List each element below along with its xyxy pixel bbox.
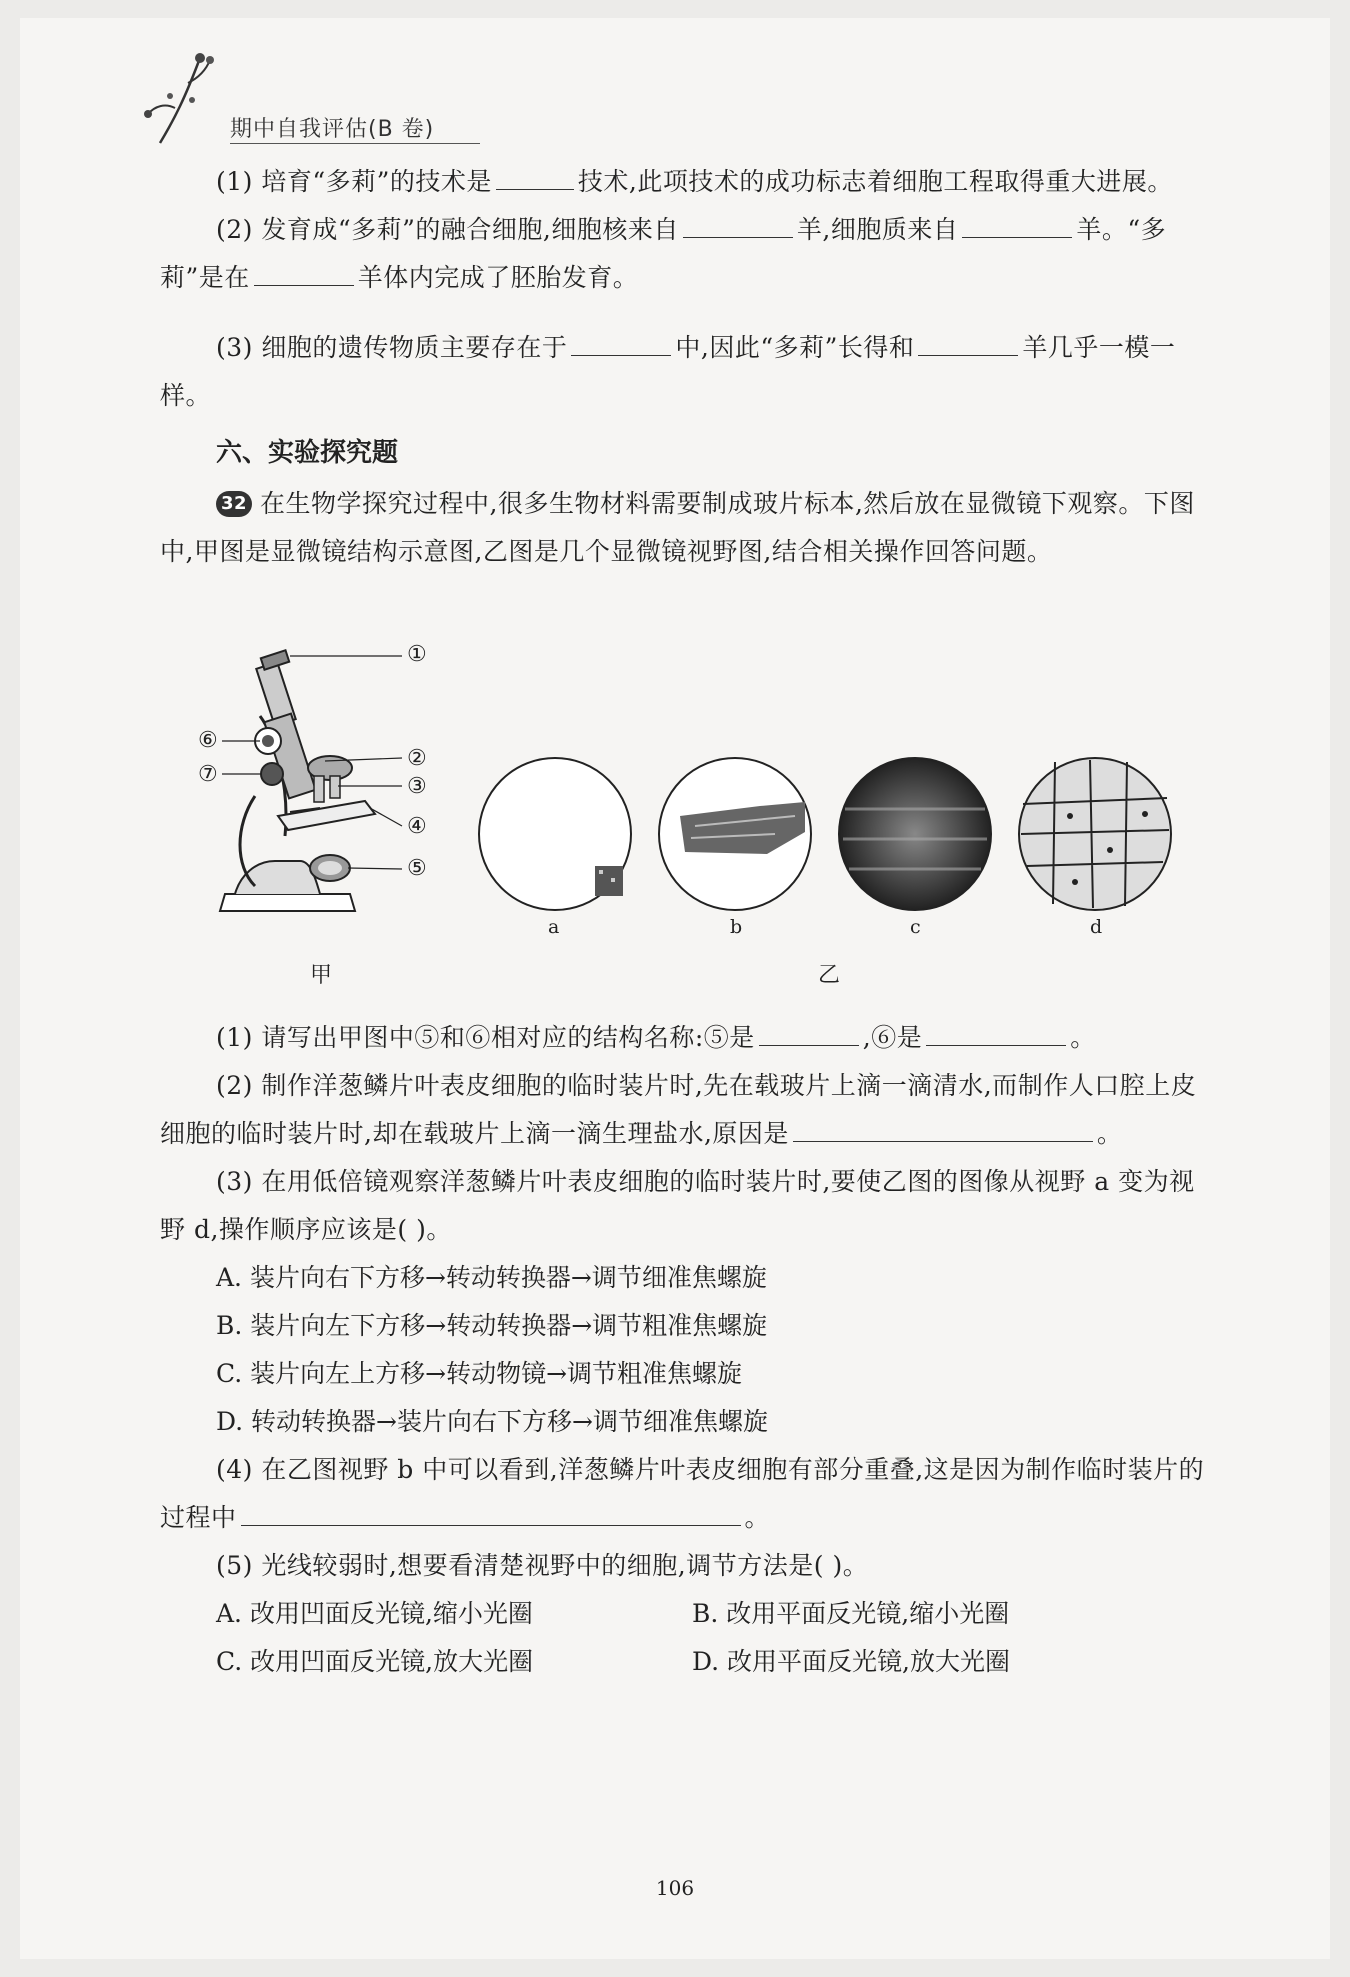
answer-blank[interactable]	[496, 159, 574, 190]
answer-blank[interactable]	[571, 325, 671, 356]
view-b	[655, 754, 815, 914]
intro-q2	[160, 206, 1220, 302]
sub5-option-c[interactable]: C. 改用凹面反光镜,放大光圈	[216, 1647, 534, 1676]
answer-blank[interactable]	[241, 1495, 741, 1526]
marker-3: ③	[407, 774, 427, 799]
intro-q2-text-2: 羊,细胞质来自	[796, 215, 959, 244]
answer-blank[interactable]	[926, 1015, 1066, 1046]
intro-q3-text-1: (3) 细胞的遗传物质主要存在于	[216, 333, 568, 362]
header-title: 期中自我评估(B 卷)	[230, 117, 435, 142]
sub1-text-2: ,⑥是	[862, 1023, 923, 1052]
sub3-option-b[interactable]: B. 装片向左下方移→转动转换器→调节粗准焦螺旋	[216, 1311, 768, 1340]
sub2-text-2: 。	[1096, 1119, 1123, 1148]
answer-blank[interactable]	[683, 207, 793, 238]
sub-question-1	[160, 1014, 1220, 1062]
question-number-badge: 32	[216, 491, 252, 517]
page-header	[140, 48, 540, 148]
question-32-text: 在生物学探究过程中,很多生物材料需要制成玻片标本,然后放在显微镜下观察。下图中,甲图是显微镜结构示意图,乙图是几个显微镜视野图,结合相关操作回答问题。	[160, 489, 1195, 566]
sub-question-5: (5) 光线较弱时,想要看清楚视野中的细胞,调节方法是( )。	[216, 1551, 869, 1580]
answer-blank[interactable]	[918, 325, 1018, 356]
intro-q3-text-2: 中,因此“多莉”长得和	[675, 333, 915, 362]
microscope-figure	[180, 636, 1200, 1006]
marker-2: ②	[407, 746, 427, 771]
intro-q3-text-3: 羊几乎一模一样。	[160, 333, 1176, 410]
view-label-a: a	[548, 916, 560, 938]
header-rule	[230, 143, 480, 144]
marker-4: ④	[407, 814, 427, 839]
sub2-text-1: (2) 制作洋葱鳞片叶表皮细胞的临时装片时,先在载玻片上滴一滴清水,而制作人口腔上皮细胞的临时装片时,却在载玻片上滴一滴生理盐水,原因是	[160, 1071, 1197, 1148]
intro-q1	[160, 158, 1220, 206]
sub-question-3: (3) 在用低倍镜观察洋葱鳞片叶表皮细胞的临时装片时,要使乙图的图像从视野 a 变为视野 d,操作顺序应该是( )。	[160, 1167, 1195, 1244]
intro-q1-text-1: (1) 培育“多莉”的技术是	[216, 167, 492, 196]
marker-1: ①	[407, 642, 427, 667]
view-a	[475, 754, 635, 914]
answer-blank[interactable]	[962, 207, 1072, 238]
marker-6: ⑥	[198, 728, 218, 753]
page	[20, 18, 1330, 1959]
view-label-d: d	[1090, 916, 1103, 938]
view-d	[1015, 754, 1175, 914]
intro-q2-text-3: 羊。“多莉”是在	[160, 215, 1167, 292]
view-label-b: b	[730, 916, 743, 938]
sub3-option-c[interactable]: C. 装片向左上方移→转动物镜→调节粗准焦螺旋	[216, 1359, 743, 1388]
sub5-option-b[interactable]: B. 改用平面反光镜,缩小光圈	[692, 1599, 1010, 1628]
sub4-text-2: 。	[744, 1503, 771, 1532]
sub1-text-1: (1) 请写出甲图中⑤和⑥相对应的结构名称:⑤是	[216, 1023, 755, 1052]
view-label-c: c	[910, 916, 921, 938]
sub3-option-a[interactable]: A. 装片向右下方移→转动转换器→调节细准焦螺旋	[216, 1263, 767, 1292]
marker-5: ⑤	[407, 856, 427, 881]
intro-q1-text-2: 技术,此项技术的成功标志着细胞工程取得重大进展。	[577, 167, 1173, 196]
intro-q2-text-4: 羊体内完成了胚胎发育。	[357, 263, 639, 292]
flower-decoration-icon	[140, 48, 230, 148]
answer-blank[interactable]	[254, 255, 354, 286]
section-title: 六、实验探究题	[216, 438, 399, 468]
view-c	[835, 754, 995, 914]
sub5-option-a[interactable]: A. 改用凹面反光镜,缩小光圈	[216, 1599, 533, 1628]
sub-question-2	[160, 1062, 1220, 1158]
answer-blank[interactable]	[793, 1111, 1093, 1142]
intro-q2-text-1: (2) 发育成“多莉”的融合细胞,细胞核来自	[216, 215, 679, 244]
sub5-option-d[interactable]: D. 改用平面反光镜,放大光圈	[692, 1647, 1010, 1676]
page-number: 106	[655, 1876, 695, 1900]
answer-blank[interactable]	[759, 1015, 859, 1046]
marker-7: ⑦	[198, 762, 218, 787]
sub4-text-1: (4) 在乙图视野 b 中可以看到,洋葱鳞片叶表皮细胞有部分重叠,这是因为制作临时装片的过程中	[160, 1455, 1205, 1532]
microscope-diagram	[180, 636, 440, 926]
sub3-option-d[interactable]: D. 转动转换器→装片向右下方移→调节细准焦螺旋	[216, 1407, 768, 1436]
figure-label-jia: 甲	[310, 963, 333, 988]
intro-q3	[160, 324, 1220, 420]
question-32-stem	[160, 480, 1220, 576]
figure-label-yi: 乙	[818, 963, 841, 988]
sub1-text-3: 。	[1070, 1023, 1096, 1052]
sub-question-4	[160, 1446, 1220, 1542]
